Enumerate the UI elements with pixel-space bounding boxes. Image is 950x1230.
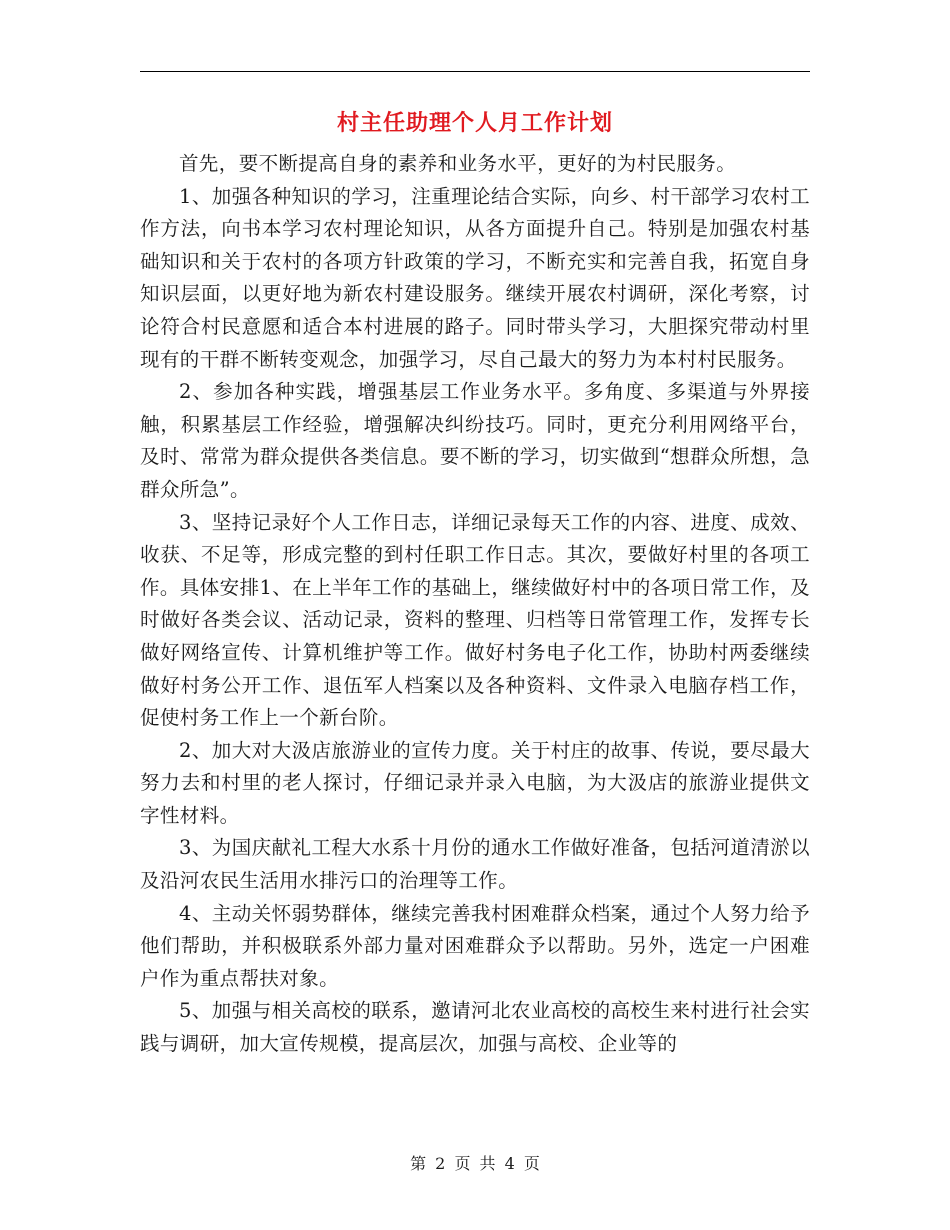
paragraph-item-2-practice: 2、参加各种实践，增强基层工作业务水平。多角度、多渠道与外界接触，积累基层工作经验，增强解决纠纷技巧。同时，更充分利用网络平台，及时、常常为群众提供各类信息。要不断的学习，切实做到“想群众所想，急群众所急”。 <box>140 380 810 501</box>
page-number-footer: 第 2 页 共 4 页 <box>410 1154 540 1173</box>
header-rule <box>140 71 810 72</box>
document-body <box>140 148 810 1061</box>
paragraph-item-5-universities: 5、加强与相关高校的联系，邀请河北农业高校的高校生来村进行社会实践与调研，加大宣传规模，提高层次，加强与高校、企业等的 <box>140 999 810 1056</box>
paragraph-intro: 首先，要不断提高自身的素养和业务水平，更好的为村民服务。 <box>179 152 737 175</box>
paragraph-item-3-work-log: 3、坚持记录好个人工作日志，详细记录每天工作的内容、进度、成效、收获、不足等，形成完整的到村任职工作日志。其次，要做好村里的各项工作。具体安排1、在上半年工作的基础上，继续做好村中的各项日常工作，及时做好各类会议、活动记录，资料的整理、归档等日常管理工作，发挥专长做好网络宣传、计算机维护等工作。做好村务电子化工作，协助村两委继续做好村务公开工作、退伍军人档案以及各种资料、文件录入电脑存档工作，促使村务工作上一个新台阶。 <box>140 510 810 730</box>
paragraph-item-1-study: 1、加强各种知识的学习，注重理论结合实际，向乡、村干部学习农村工作方法，向书本学习农村理论知识，从各方面提升自己。特别是加强农村基础知识和关于农村的各项方针政策的学习，不断充实和完善自我，拓宽自身知识层面，以更好地为新农村建设服务。继续开展农村调研，深化考察，讨论符合村民意愿和适合本村进展的路子。同时带头学习，大胆探究带动村里现有的干群不断转变观念，加强学习，尽自己最大的努力为本村村民服务。 <box>140 184 810 371</box>
paragraph-item-2-tourism: 2、加大对大汲店旅游业的宣传力度。关于村庄的故事、传说，要尽最大努力去和村里的老人探讨，仔细记录并录入电脑，为大汲店的旅游业提供文字性材料。 <box>140 738 810 827</box>
paragraph-item-3-water-system: 3、为国庆献礼工程大水系十月份的通水工作做好准备，包括河道清淤以及沿河农民生活用水排污口的治理等工作。 <box>140 836 810 893</box>
document-title: 村主任助理个人月工作计划 <box>336 111 613 136</box>
paragraph-item-4-vulnerable-groups: 4、主动关怀弱势群体，继续完善我村困难群众档案，通过个人努力给予他们帮助，并积极联系外部力量对困难群众予以帮助。另外，选定一户困难户作为重点帮扶对象。 <box>140 901 810 990</box>
